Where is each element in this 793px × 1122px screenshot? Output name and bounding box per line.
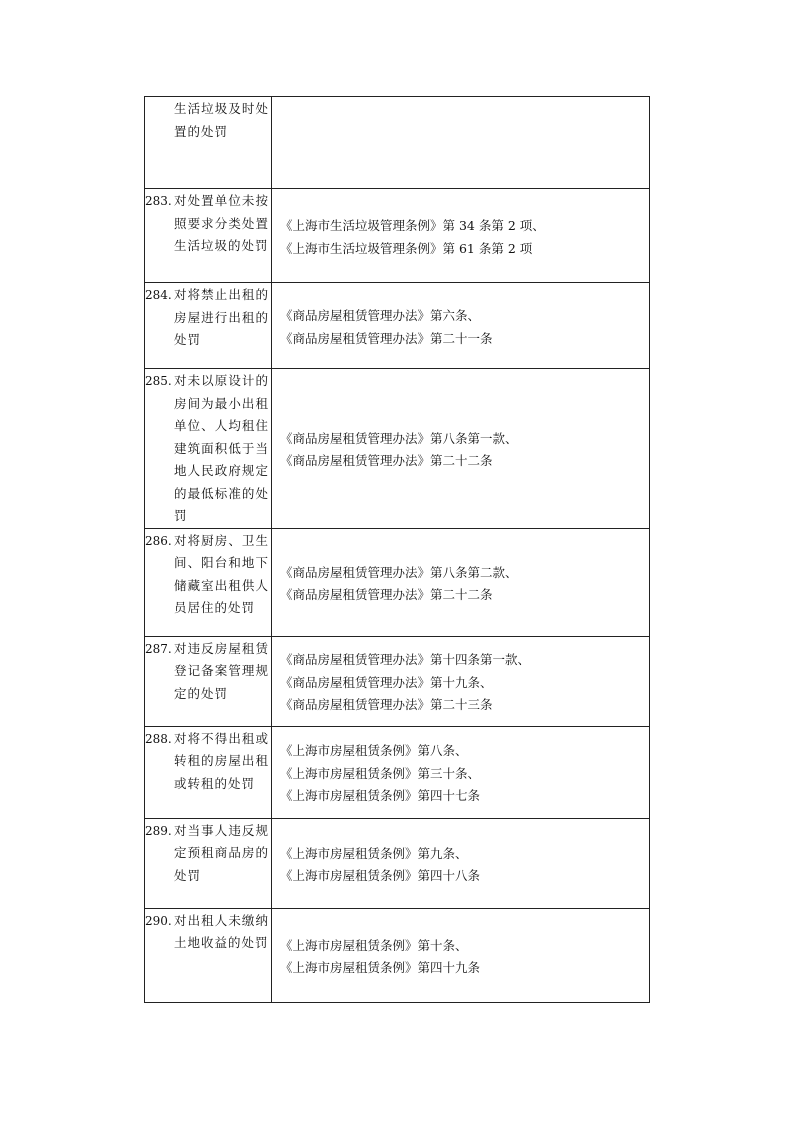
basis-line: 《上海市房屋租赁条例》第四十七条 <box>280 788 481 804</box>
item-number: 290. <box>145 913 172 928</box>
basis-line: 《商品房屋租赁管理办法》第二十二条 <box>280 587 493 602</box>
item-number: 287. <box>145 641 172 656</box>
basis-line: 《上海市房屋租赁条例》第九条、 <box>280 845 468 861</box>
basis-line: 《上海市房屋租赁条例》第四十八条 <box>280 868 481 883</box>
table-row <box>145 189 650 283</box>
item-title: 对当事人违反规定预租商品房的处罚 <box>174 822 269 883</box>
basis-cell <box>272 189 650 283</box>
table-row <box>145 636 650 726</box>
item-cell <box>145 97 272 189</box>
item-title: 生活垃圾及时处置的处罚 <box>174 101 269 139</box>
item-title: 对将厨房、卫生间、阳台和地下储藏室出租供人员居住的处罚 <box>174 532 269 615</box>
basis-line: 《商品房屋租赁管理办法》第八条第二款、 <box>280 564 518 580</box>
table-row <box>145 818 650 908</box>
item-cell <box>145 189 272 283</box>
basis-line: 《上海市房屋租赁条例》第八条、 <box>280 743 468 759</box>
basis-line: 《上海市生活垃圾管理条例》第 34 条第 2 项、 <box>280 218 545 233</box>
item-number: 288. <box>145 731 172 746</box>
item-title: 对将不得出租或转租的房屋出租或转租的处罚 <box>174 730 269 791</box>
item-number: 285. <box>145 374 172 388</box>
item-title: 对违反房屋租赁登记备案管理规定的处罚 <box>174 640 269 701</box>
basis-line: 《上海市房屋租赁条例》第四十九条 <box>280 960 481 975</box>
basis-line: 《商品房屋租赁管理办法》第十四条第一款、 <box>280 652 531 668</box>
basis-cell <box>272 283 650 369</box>
basis-cell <box>272 726 650 818</box>
basis-cell <box>272 528 650 636</box>
item-title: 对将禁止出租的房屋进行出租的处罚 <box>174 287 269 347</box>
item-number: 289. <box>145 823 172 838</box>
basis-cell <box>272 97 650 189</box>
item-cell <box>145 528 272 636</box>
basis-line: 《上海市房屋租赁条例》第十条、 <box>280 937 468 953</box>
basis-line: 《商品房屋租赁管理办法》第十九条、 <box>280 674 493 690</box>
item-number <box>145 98 174 143</box>
basis-cell <box>272 636 650 726</box>
basis-line: 《商品房屋租赁管理办法》第二十三条 <box>280 697 493 713</box>
item-number: 286. <box>145 533 172 548</box>
item-cell <box>145 726 272 818</box>
penalty-basis-table <box>144 96 650 1003</box>
item-title: 对出租人未缴纳土地收益的处罚 <box>174 912 269 950</box>
table-row <box>145 369 650 529</box>
table-row <box>145 283 650 369</box>
item-number: 283. <box>145 194 172 208</box>
item-cell <box>145 369 272 529</box>
basis-cell <box>272 369 650 529</box>
table-row <box>145 726 650 818</box>
basis-line: 《商品房屋租赁管理办法》第二十二条 <box>280 453 493 469</box>
basis-cell <box>272 818 650 908</box>
item-title: 对处置单位未按照要求分类处置生活垃圾的处罚 <box>174 193 269 253</box>
item-title: 对未以原设计的房间为最小出租单位、人均租住建筑面积低于当地人民政府规定的最低标准的处罚 <box>174 373 269 523</box>
item-cell <box>145 908 272 1002</box>
table-row <box>145 528 650 636</box>
item-cell <box>145 636 272 726</box>
table-row <box>145 908 650 1002</box>
item-cell <box>145 818 272 908</box>
basis-line: 《商品房屋租赁管理办法》第八条第一款、 <box>280 430 518 446</box>
basis-line: 《商品房屋租赁管理办法》第二十一条 <box>280 330 493 346</box>
table-row <box>145 97 650 189</box>
basis-line: 《上海市生活垃圾管理条例》第 61 条第 2 项 <box>280 240 533 256</box>
basis-cell <box>272 908 650 1002</box>
basis-line: 《商品房屋租赁管理办法》第六条、 <box>280 308 481 323</box>
item-cell <box>145 283 272 369</box>
item-number: 284. <box>145 288 172 302</box>
basis-line: 《上海市房屋租赁条例》第三十条、 <box>280 765 481 781</box>
